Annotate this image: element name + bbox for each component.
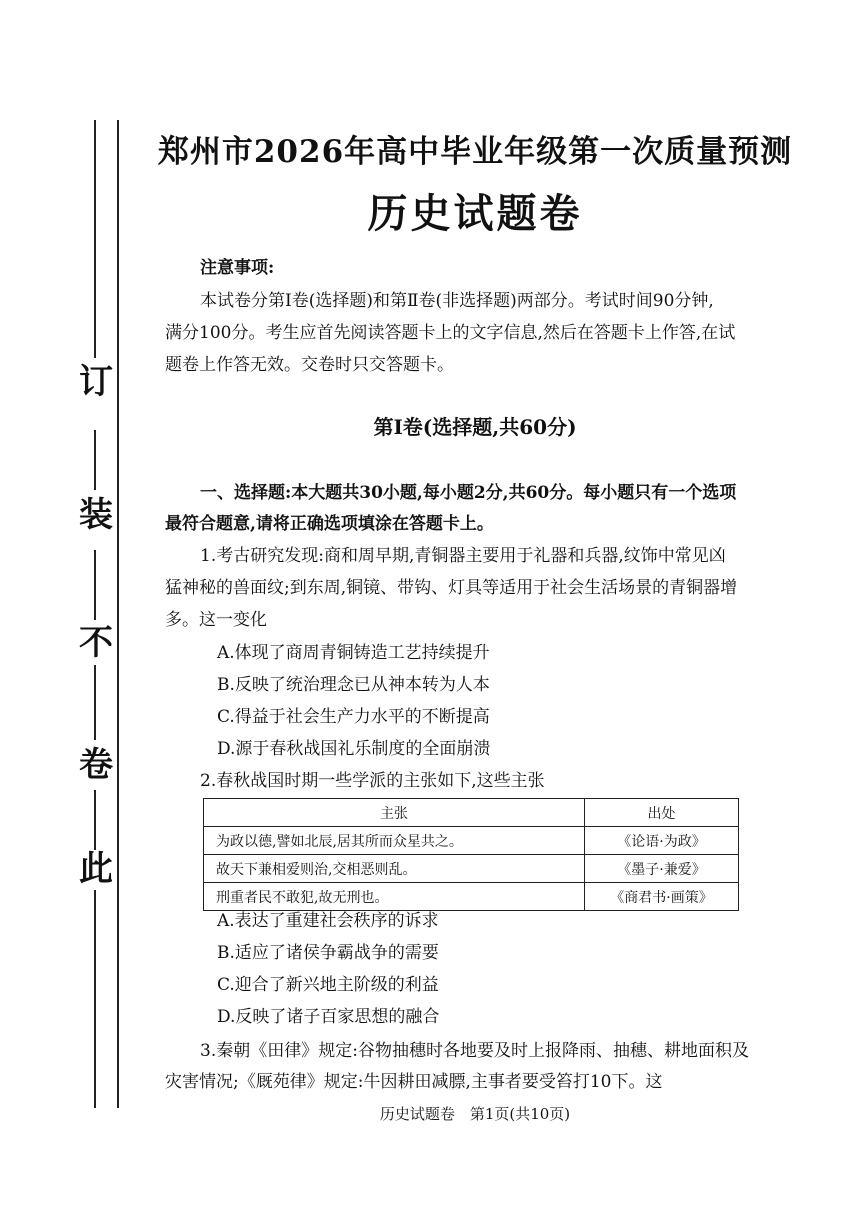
section-instruction: 最符合题意,请将正确选项填涂在答题卡上。 [165, 514, 494, 534]
binding-char: 订 [79, 362, 113, 402]
binding-dash [94, 120, 96, 358]
table-header: 出处 [585, 799, 739, 827]
question-stem: 3.秦朝《田律》规定:谷物抽穗时各地要及时上报降雨、抽穗、耕地面积及 [200, 1041, 749, 1061]
table-row [204, 855, 739, 883]
exam-title: 郑州市2026年高中毕业年级第一次质量预测 [157, 134, 793, 170]
question-stem: 猛神秘的兽面纹;到东周,铜镜、带钩、灯具等适用于社会生活场景的青铜器增 [165, 578, 738, 598]
section-title: 第Ⅰ卷(选择题,共60分) [373, 415, 577, 439]
table-row [204, 883, 739, 911]
binding-dash [94, 665, 96, 740]
binding-char: 此 [79, 849, 113, 889]
question-stem: 1.考古研究发现:商和周早期,青铜器主要用于礼器和兵器,纹饰中常见凶 [200, 546, 726, 566]
question-stem: 灾害情况;《厩苑律》规定:牛因耕田减膘,主事者要受笞打10下。这 [165, 1072, 663, 1092]
notice-line: 满分100分。考生应首先阅读答题卡上的文字信息,然后在答题卡上作答,在试 [165, 323, 736, 343]
table-header: 主张 [204, 799, 585, 827]
answer-option: A.体现了商周青铜铸造工艺持续提升 [217, 643, 490, 663]
table-cell-source: 《论语·为政》 [585, 827, 739, 855]
table-cell-claim: 为政以德,譬如北辰,居其所而众星共之。 [204, 827, 585, 855]
binding-dash [94, 430, 96, 490]
binding-char: 卷 [79, 745, 113, 785]
claims-table [203, 798, 739, 911]
table-row [204, 827, 739, 855]
answer-option: B.反映了统治理念已从神本转为人本 [217, 675, 490, 695]
question-stem: 2.春秋战国时期一些学派的主张如下,这些主张 [200, 771, 545, 791]
answer-option: D.反映了诸子百家思想的融合 [217, 1007, 440, 1027]
table-header-row [204, 799, 739, 827]
section-instruction: 一、选择题:本大题共30小题,每小题2分,共60分。每小题只有一个选项 [200, 483, 737, 503]
question-stem: 多。这一变化 [165, 610, 267, 630]
answer-option: C.迎合了新兴地主阶级的利益 [217, 975, 439, 995]
binding-dash [94, 890, 96, 1108]
table-cell-claim: 故天下兼相爱则治,交相恶则乱。 [204, 855, 585, 883]
exam-subtitle: 历史试题卷 [367, 190, 583, 237]
binding-char: 不 [79, 623, 113, 663]
notice-line: 本试卷分第Ⅰ卷(选择题)和第Ⅱ卷(非选择题)两部分。考试时间90分钟, [200, 291, 714, 311]
answer-option: A.表达了重建社会秩序的诉求 [217, 911, 439, 931]
table-cell-source: 《墨子·兼爱》 [585, 855, 739, 883]
table-cell-source: 《商君书·画策》 [585, 883, 739, 911]
binding-margin-line [117, 120, 119, 1108]
answer-option: C.得益于社会生产力水平的不断提高 [217, 707, 490, 727]
answer-option: B.适应了诸侯争霸战争的需要 [217, 943, 439, 963]
notice-line: 题卷上作答无效。交卷时只交答题卡。 [165, 355, 454, 375]
answer-option: D.源于春秋战国礼乐制度的全面崩溃 [217, 739, 491, 759]
binding-dash [94, 550, 96, 620]
binding-dash [94, 790, 96, 850]
binding-char: 装 [79, 495, 113, 535]
notice-heading: 注意事项: [200, 258, 275, 278]
page-footer: 历史试题卷 第1页(共10页) [379, 1105, 571, 1123]
table-cell-claim: 刑重者民不敢犯,故无刑也。 [204, 883, 585, 911]
